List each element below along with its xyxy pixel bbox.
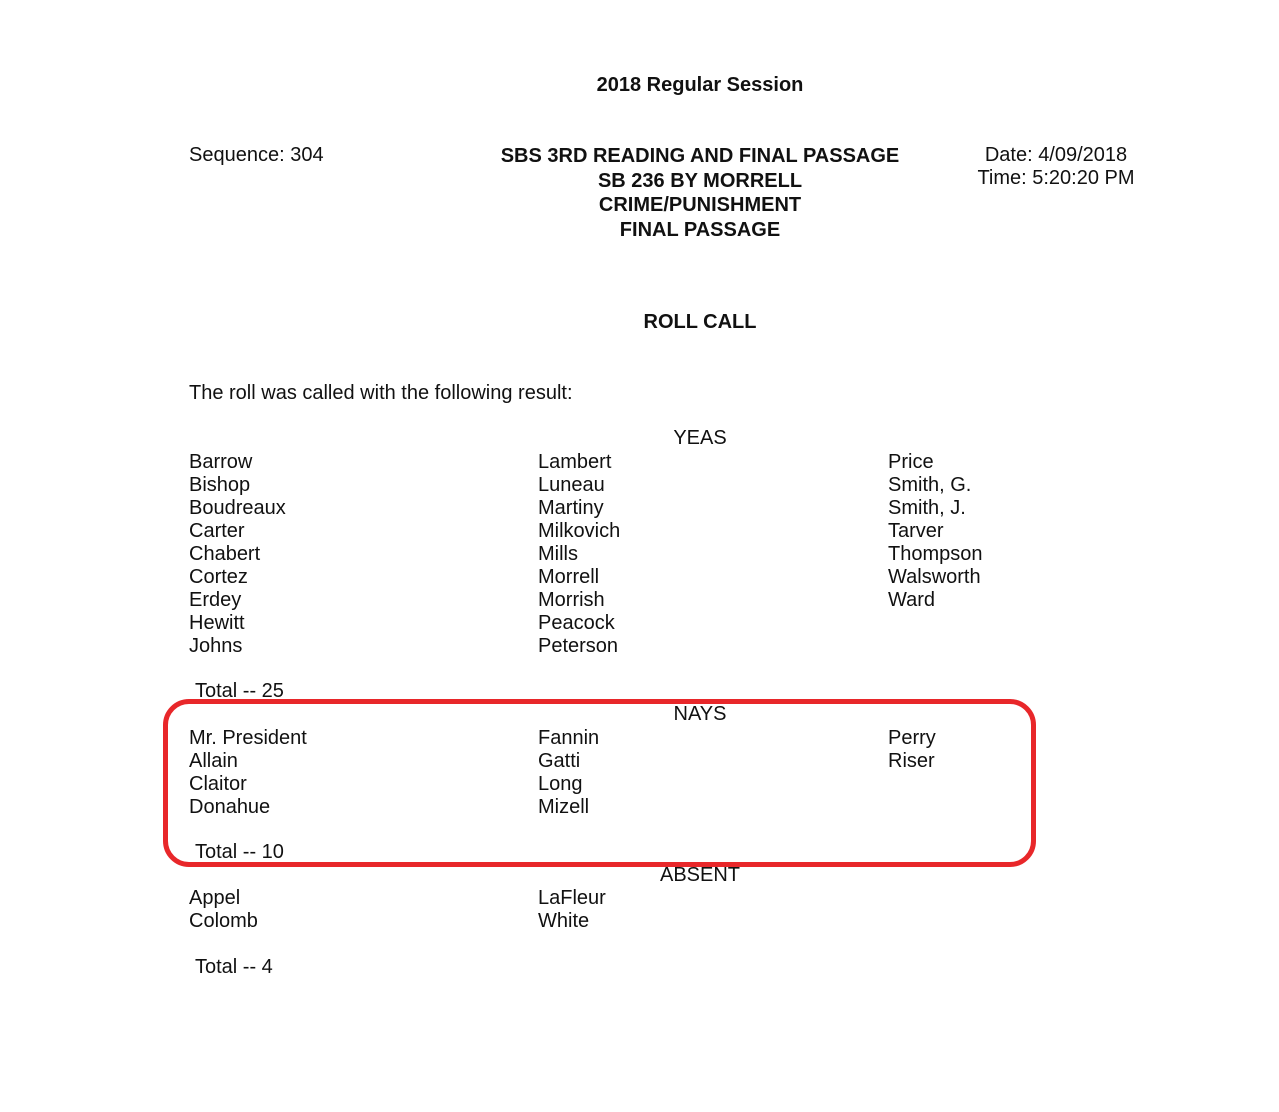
header-line: FINAL PASSAGE (619, 218, 781, 241)
yeas-column-1 (189, 451, 286, 658)
date-time (976, 144, 1136, 190)
member-name: Riser (888, 750, 935, 772)
member-name: Thompson (888, 543, 983, 565)
member-name: Cortez (189, 566, 248, 588)
absent-column-2 (538, 887, 606, 933)
member-name: Claitor (189, 773, 247, 795)
member-name: Carter (189, 520, 245, 542)
member-name: Ward (888, 589, 936, 611)
vote-time: Time: 5:20:20 PM (977, 167, 1135, 189)
member-name: Chabert (189, 543, 261, 565)
member-name: Boudreaux (189, 497, 286, 519)
member-name: Colomb (189, 910, 258, 932)
vote-date: Date: 4/09/2018 (984, 144, 1128, 166)
member-name: Peterson (538, 635, 619, 657)
member-name: Johns (189, 635, 243, 657)
member-name: Mills (538, 543, 578, 565)
member-name: Walsworth (888, 566, 981, 588)
member-name: Appel (189, 887, 241, 909)
intro-text: The roll was called with the following result: (189, 382, 573, 404)
member-name: Smith, G. (888, 474, 972, 496)
member-name: Barrow (189, 451, 253, 473)
member-name: White (538, 910, 590, 932)
member-name: Long (538, 773, 583, 795)
absent-total: Total -- 4 (195, 956, 273, 978)
member-name: Donahue (189, 796, 271, 818)
member-name: Luneau (538, 474, 605, 496)
member-name: Perry (888, 727, 936, 749)
session-title: 2018 Regular Session (596, 74, 804, 96)
nays-column-1 (189, 727, 307, 819)
member-name: Erdey (189, 589, 242, 611)
member-name: Gatti (538, 750, 581, 772)
member-name: Milkovich (538, 520, 621, 542)
nays-column-3 (888, 727, 936, 773)
member-name: Peacock (538, 612, 615, 634)
yeas-heading: YEAS (673, 427, 727, 449)
member-name: Morrell (538, 566, 600, 588)
member-name: Bishop (189, 474, 251, 496)
absent-heading: ABSENT (659, 864, 741, 886)
member-name: Allain (189, 750, 238, 772)
member-name: Tarver (888, 520, 944, 542)
member-name: Price (888, 451, 934, 473)
nays-total: Total -- 10 (195, 841, 284, 863)
bill-header (450, 144, 950, 242)
nays-column-2 (538, 727, 599, 819)
member-name: Smith, J. (888, 497, 966, 519)
member-name: Mizell (538, 796, 590, 818)
header-line: SB 236 BY MORRELL (597, 169, 803, 192)
yeas-column-3 (888, 451, 983, 612)
member-name: Lambert (538, 451, 612, 473)
roll-call-heading: ROLL CALL (643, 311, 757, 333)
nays-heading: NAYS (673, 703, 727, 725)
member-name: Fannin (538, 727, 600, 749)
member-name: Hewitt (189, 612, 245, 634)
member-name: LaFleur (538, 887, 606, 909)
header-line: SBS 3RD READING AND FINAL PASSAGE (500, 145, 900, 167)
absent-column-1 (189, 887, 258, 933)
sequence-number: Sequence: 304 (189, 144, 324, 166)
yeas-total: Total -- 25 (195, 680, 284, 702)
member-name: Morrish (538, 589, 605, 611)
member-name: Mr. President (189, 727, 307, 749)
header-line: CRIME/PUNISHMENT (598, 194, 802, 216)
yeas-column-2 (538, 451, 620, 658)
member-name: Martiny (538, 497, 604, 519)
